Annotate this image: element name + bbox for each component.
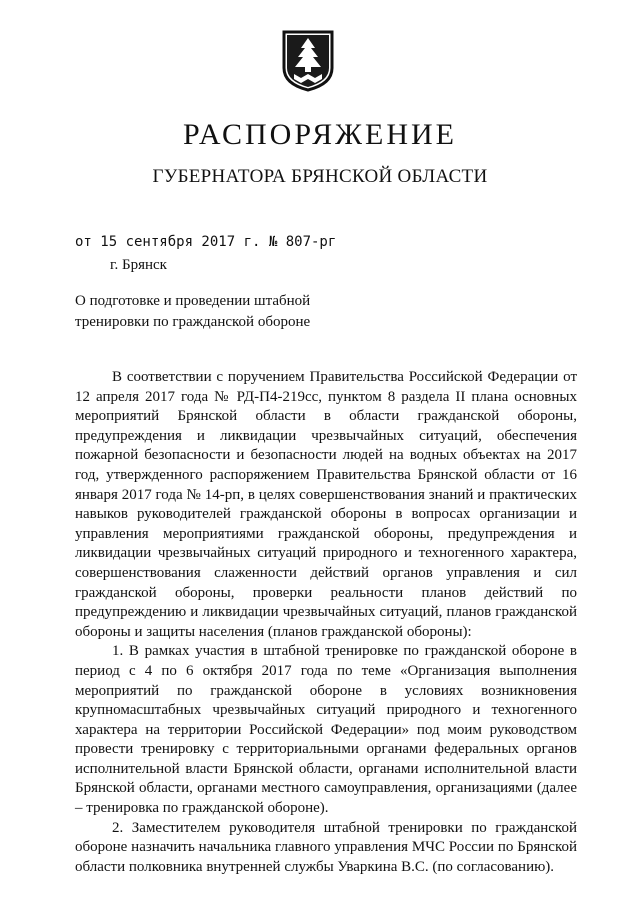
document-subtitle: ГУБЕРНАТОРА БРЯНСКОЙ ОБЛАСТИ: [152, 166, 488, 187]
document-body: [75, 368, 577, 877]
subject-line-2: тренировки по гражданской обороне: [75, 314, 311, 330]
date-and-number: от 15 сентября 2017 г. № 807-рг: [75, 234, 337, 250]
city: г. Брянск: [110, 257, 167, 273]
preamble-paragraph: В соответствии с поручением Правительства Российской Федерации от 12 апреля 2017 года № РД-П4-219сс, пунктом 8 раздела II плана основных мероприятий Брянской области в области гражданской обороны, предупреждения и ликвидации чрезвычайных ситуаций, обеспечения пожарной безопасности и безопасности людей на водных объектах на 2017 год, утвержденного распоряжением Правительства Брянской области от 16 января 2017 года № 14-рп, в целях совершенствования знаний и практических навыков руководителей гражданской обороны в вопросах организации и управления мероприятиями гражданской обороны, предупреждения и ликвидации чрезвычайных ситуаций природного и техногенного характера, совершенствования слаженности действий органов управления и сил гражданской обороны, проверки реальности планов действий по предупреждению и ликвидации чрезвычайных ситуаций, планов гражданской обороны и защиты населения (планов гражданской обороны):: [75, 369, 577, 640]
bryansk-coat-of-arms-icon: [282, 30, 334, 92]
document-subject: [75, 291, 310, 333]
item-1-paragraph: 1. В рамках участия в штабной тренировке по гражданской обороне в период с 4 по 6 октября 2017 года по теме «Организация выполнения мероприятий по гражданской обороне в условиях возникновения крупномасштабных чрезвычайных ситуаций природного и техногенного характера на территории Российской Федерации» под моим руководством провести тренировку с территориальными органами федеральных органов исполнительной власти Брянской области, органами исполнительной власти Брянской области, органами местного самоуправления, организациями (далее – тренировка по гражданской обороне).: [75, 643, 577, 817]
subject-line-1: О подготовке и проведении штабной: [75, 293, 311, 309]
document-title: РАСПОРЯЖЕНИЕ: [182, 118, 458, 151]
item-2-paragraph: 2. Заместителем руководителя штабной тренировки по гражданской обороне назначить начальника главного управления МЧС России по Брянской области полковника внутренней службы Уваркина В.С. (по согласованию).: [75, 819, 577, 875]
